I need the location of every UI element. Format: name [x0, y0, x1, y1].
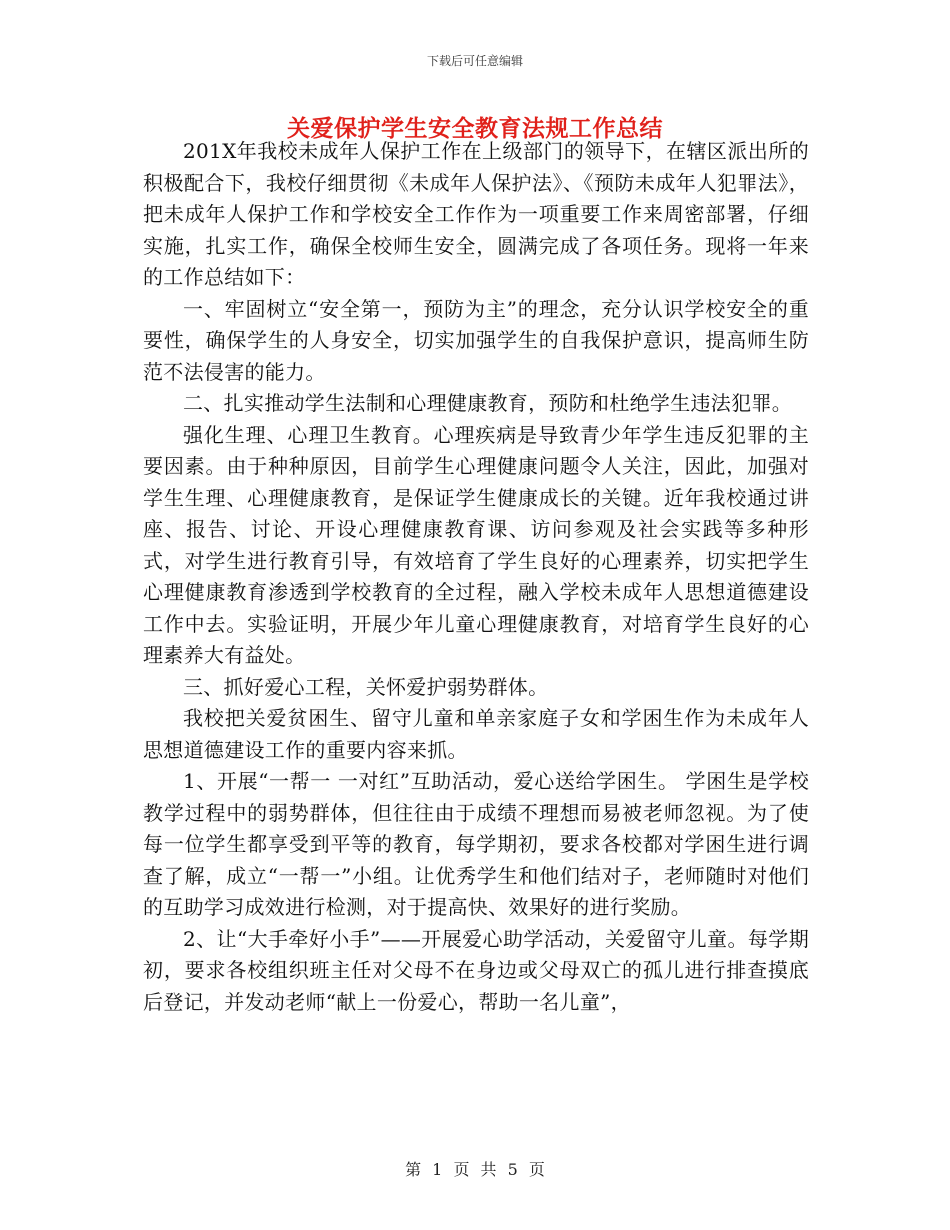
paragraph-section-3: 三、抓好爱心工程，关怀爱护弱势群体。: [183, 674, 549, 699]
paragraph-item-2: 2、让“大手牵好小手”——开展爱心助学活动，关爱留守儿童。每学期初，要求各校组织班主任对父母不在身边或父母双亡的孤儿进行排查摸底后登记，并发动老师“献上一份爱心，帮助一名儿童”，: [143, 926, 809, 1014]
paragraph-item-1: 1、开展“一帮一 一对红”互助活动，爱心送给学困生。 学困生是学校教学过程中的弱势群体，但往往由于成绩不理想而易被老师忽视。为了使每一位学生都享受到平等的教育，每学期初，要求各校都对学困生进行调查了解，成立“一帮一”小组。让优秀学生和他们结对子，老师随时对他们的互助学习成效进行检测，对于提高快、效果好的进行奖励。: [143, 769, 809, 919]
document-title: 关爱保护学生安全教育法规工作总结: [287, 115, 663, 142]
document-body: [143, 136, 809, 1018]
page-number: 第 1 页 共 5 页: [405, 1160, 545, 1179]
paragraph-section-2: 二、扎实推动学生法制和心理健康教育，预防和杜绝学生违法犯罪。: [183, 391, 792, 415]
paragraph-section-1: 一、牢固树立“安全第一，预防为主”的理念，充分认识学校安全的重要性，确保学生的人身安全，切实加强学生的自我保护意识，提高师生防范不法侵害的能力。: [143, 296, 809, 384]
paragraph-care-groups: 我校把关爱贫困生、留守儿童和单亲家庭子女和学困生作为未成年人思想道德建设工作的重要内容来抓。: [143, 706, 809, 762]
paragraph-psychology: 强化生理、心理卫生教育。心理疾病是导致青少年学生违反犯罪的主要因素。由于种种原因，目前学生心理健康问题令人关注，因此，加强对学生生理、心理健康教育，是保证学生健康成长的关键。近年我校通过讲座、报告、讨论、开设心理健康教育课、访问参观及社会实践等多种形式，对学生进行教育引导，有效培育了学生良好的心理素养，切实把学生心理健康教育渗透到学校教育的全过程，融入学校未成年人思想道德建设工作中去。实验证明，开展少年儿童心理健康教育，对培育学生良好的心理素养大有益处。: [143, 422, 809, 667]
page-header-note: 下载后可任意编辑: [426, 54, 523, 68]
paragraph-intro: 201X年我校未成年人保护工作在上级部门的领导下，在辖区派出所的积极配合下，我校仔细贯彻《未成年人保护法》、《预防未成年人犯罪法》，把未成年人保护工作和学校安全工作作为一项重要工作来周密部署，仔细实施，扎实工作，确保全校师生安全，圆满完成了各项任务。现将一年来的工作总结如下：: [143, 139, 809, 289]
